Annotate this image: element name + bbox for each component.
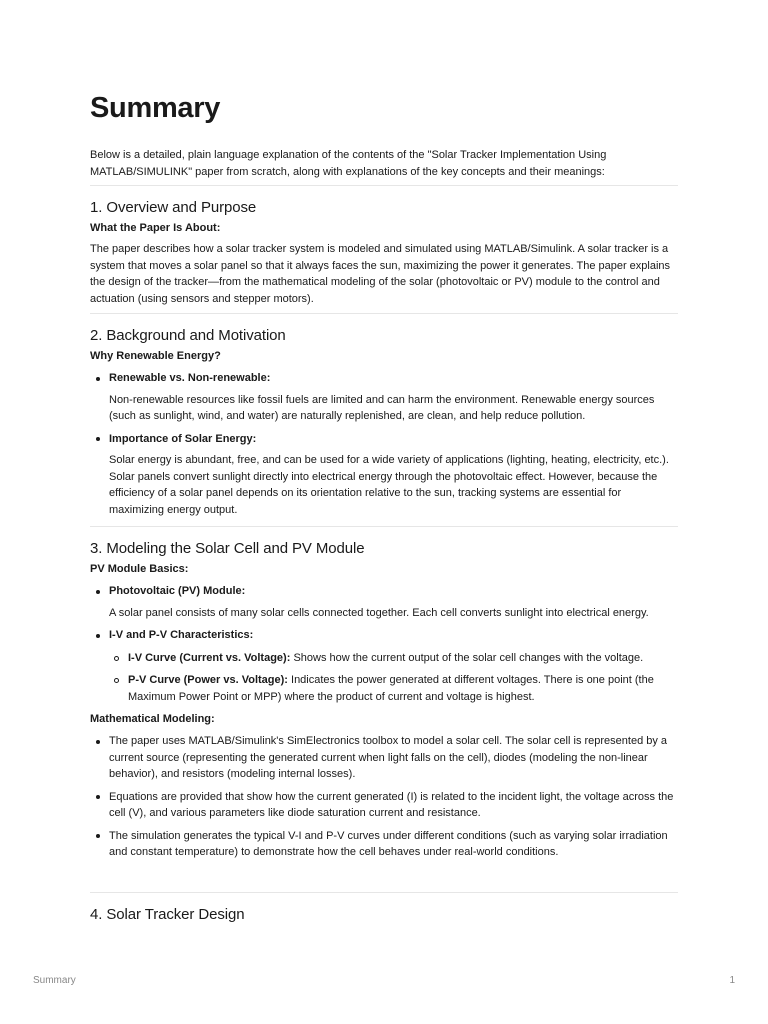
- sub-list-item-title: P-V Curve (Power vs. Voltage):: [128, 674, 288, 686]
- section-overview: [90, 198, 678, 307]
- section-tracker-design: [90, 905, 678, 925]
- sub-list-item-text: Shows how the current output of the solar cell changes with the voltage.: [290, 651, 644, 664]
- section-label: Why Renewable Energy?: [90, 350, 221, 362]
- list-item-title: Importance of Solar Energy:: [109, 432, 257, 445]
- section-label: Mathematical Modeling:: [90, 713, 215, 725]
- list-item: [90, 370, 678, 387]
- page-number: 1: [729, 975, 735, 986]
- section-text: The paper describes how a solar tracker system is modeled and simulated using MATLAB/Simulink. A solar tracker is a system that moves a solar panel so that it always faces the sun, maximizing the power it generates. The paper explains the design of the tracker—from the mathematical modeling of the solar (photovoltaic or PV) module to the control and actuation (using sensors and stepper motors).: [90, 243, 671, 305]
- list-item-title: Renewable vs. Non-renewable:: [109, 372, 271, 384]
- sub-list-item: [90, 672, 678, 705]
- section-heading: 4. Solar Tracker Design: [90, 906, 245, 923]
- divider: [90, 185, 678, 186]
- section-heading: 1. Overview and Purpose: [90, 199, 257, 216]
- list-item: [90, 431, 678, 448]
- list-item: The simulation generates the typical V-I and P-V curves under different conditions (such as varying solar irradiation and constant temperature) to demonstrate how the cell behaves under real-world conditions.: [90, 828, 678, 861]
- list-item-title: I-V and P-V Characteristics:: [109, 629, 254, 641]
- footer-title: Summary: [33, 975, 76, 986]
- list-item: The paper uses MATLAB/Simulink's SimElectronics toolbox to model a solar cell. The solar cell is represented by a current source (representing the generated current when light falls on the cell), diodes (modeling the non-linear behavior), and resistors (modeling internal losses).: [90, 733, 678, 783]
- list-item: Equations are provided that show how the current generated (I) is related to the incident light, the voltage across the cell (V), and various parameters like diode saturation current and resistance.: [90, 789, 678, 822]
- list-item-text: Non-renewable resources like fossil fuels are limited and can harm the environment. Renewable energy sources (such as sunlight, wind, and water) are naturally replenished, are clean, and help reduce pollution.: [109, 393, 655, 422]
- list-item-title: Photovoltaic (PV) Module:: [109, 585, 246, 597]
- section-modeling: [90, 539, 678, 861]
- page-title: Summary: [90, 92, 221, 124]
- list-item: [90, 627, 678, 644]
- list-item-text: Solar energy is abundant, free, and can be used for a wide variety of applications (lighting, heating, electricity, etc.). Solar panels convert sunlight directly into electrical energy through the photovoltaic effect. However, because the efficiency of a solar panel depends on its orientation relative to the sun, tracking systems are essential for maximizing energy output.: [109, 454, 669, 516]
- section-background: [90, 326, 678, 518]
- list-item-text: A solar panel consists of many solar cells connected together. Each cell converts sunlight into electrical energy.: [109, 606, 649, 619]
- intro-paragraph: Below is a detailed, plain language explanation of the contents of the "Solar Tracker Implementation Using MATLAB/SIMULINK" paper from scratch, along with explanations of the key concepts and their meanings:: [90, 149, 607, 178]
- divider: [90, 526, 678, 527]
- section-heading: 2. Background and Motivation: [90, 327, 286, 344]
- sub-list-item-title: I-V Curve (Current vs. Voltage):: [128, 651, 291, 664]
- section-label: PV Module Basics:: [90, 563, 189, 575]
- list-item: [90, 583, 678, 600]
- sub-list-item: [90, 650, 678, 667]
- section-heading: 3. Modeling the Solar Cell and PV Module: [90, 540, 365, 557]
- sub-list-item-text: Indicates the power generated at different voltages. There is one point (the Maximum Power Point or MPP) where the product of current and voltage is highest.: [128, 674, 654, 703]
- section-label: What the Paper Is About:: [90, 222, 221, 234]
- divider: [90, 892, 678, 893]
- divider: [90, 313, 678, 314]
